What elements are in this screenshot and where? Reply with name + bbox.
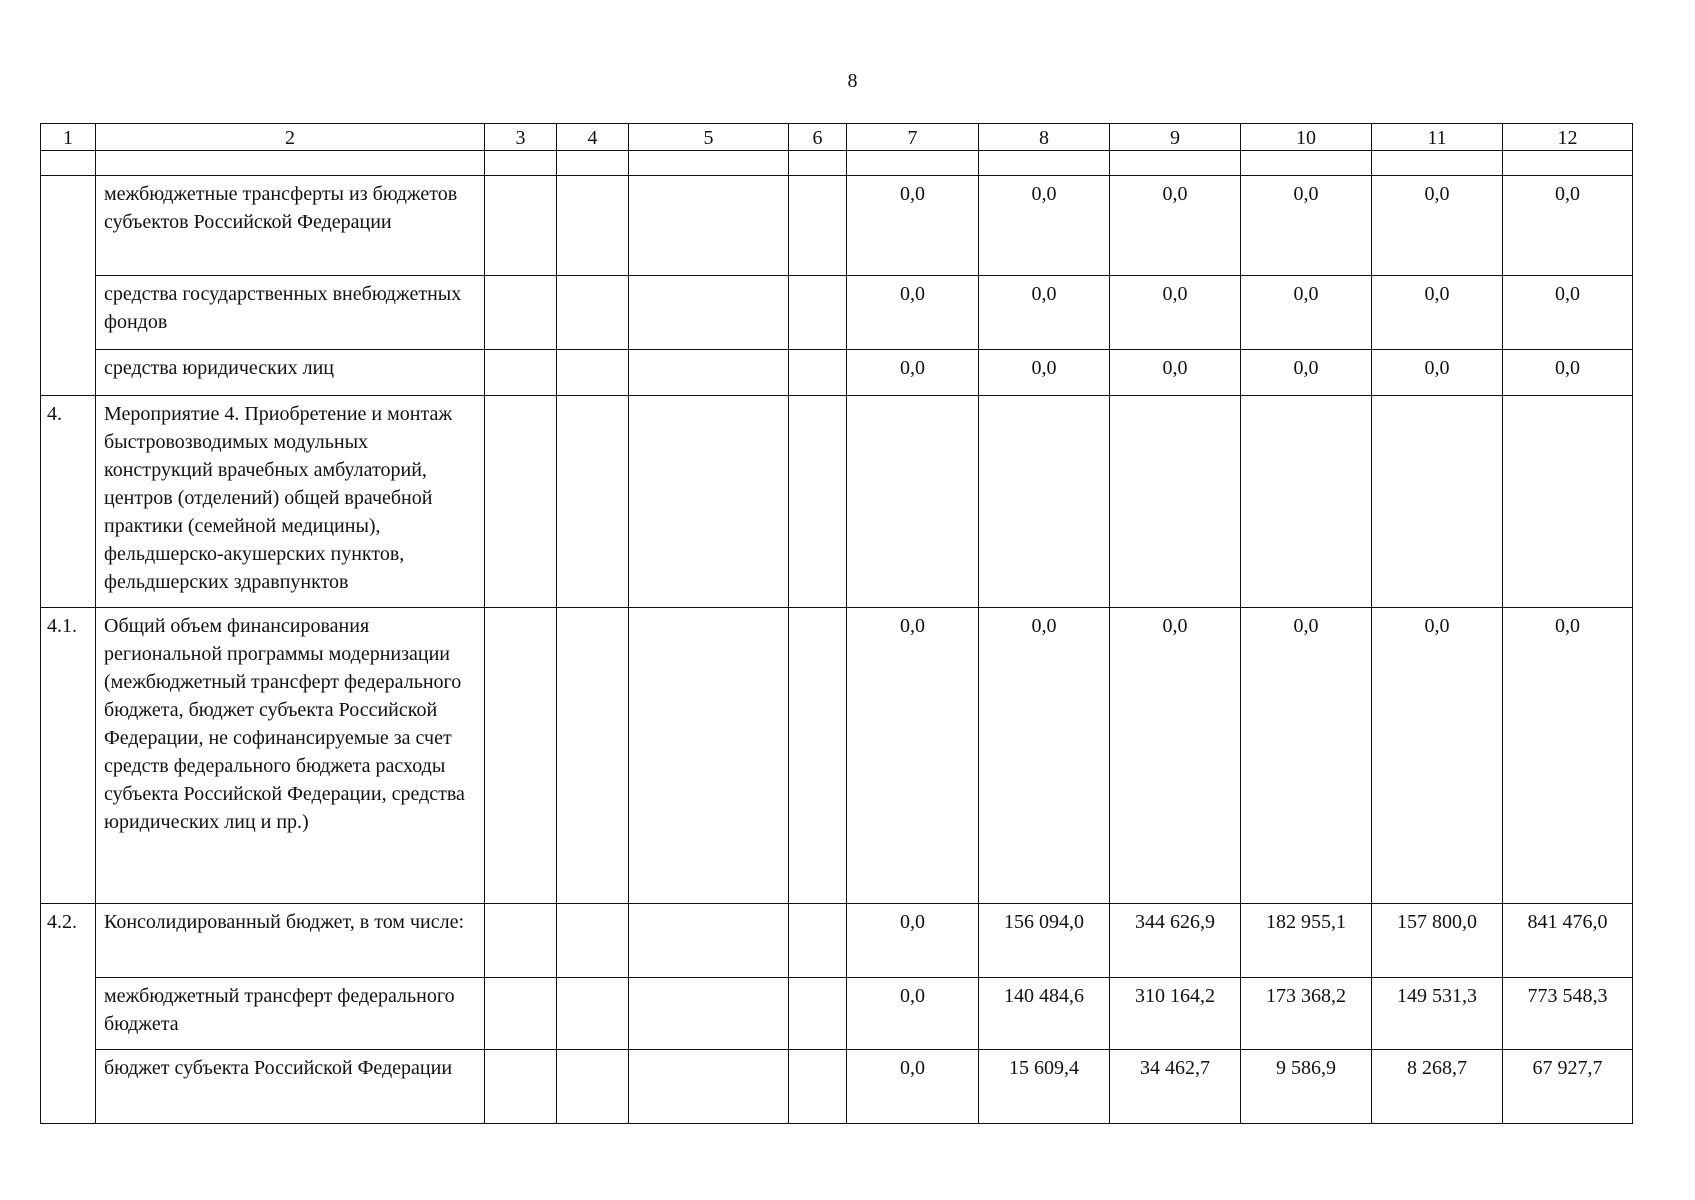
empty-cell bbox=[485, 1050, 557, 1124]
column-header: 1 bbox=[41, 124, 96, 151]
empty-cell bbox=[485, 978, 557, 1050]
row-description: средства юридических лиц bbox=[96, 350, 485, 396]
empty-cell bbox=[789, 608, 847, 904]
value-cell bbox=[979, 396, 1110, 608]
column-header: 10 bbox=[1241, 124, 1372, 151]
value-cell: 182 955,1 bbox=[1241, 904, 1372, 978]
value-cell bbox=[1372, 396, 1503, 608]
column-header: 4 bbox=[557, 124, 629, 151]
value-cell: 0,0 bbox=[1110, 608, 1241, 904]
value-cell: 15 609,4 bbox=[979, 1050, 1110, 1124]
table-row bbox=[41, 350, 1633, 396]
empty-cell bbox=[557, 608, 629, 904]
value-cell: 157 800,0 bbox=[1372, 904, 1503, 978]
empty-cell bbox=[1241, 151, 1372, 176]
budget-table bbox=[40, 123, 1633, 1124]
value-cell: 0,0 bbox=[1503, 276, 1633, 350]
empty-cell bbox=[485, 176, 557, 276]
value-cell: 0,0 bbox=[847, 978, 979, 1050]
empty-cell bbox=[557, 904, 629, 978]
empty-cell bbox=[629, 151, 789, 176]
column-header: 2 bbox=[96, 124, 485, 151]
row-description: Общий объем финансирования региональной программы модернизации (межбюджетный трансферт федерального бюджета, бюджет субъекта Российской Федерации, не софинансируемые за счет средств федерального бюджета расходы субъекта Российской Федерации, средства юридических лиц и пр.) bbox=[96, 608, 485, 904]
value-cell: 0,0 bbox=[1241, 608, 1372, 904]
value-cell: 0,0 bbox=[979, 276, 1110, 350]
value-cell bbox=[847, 396, 979, 608]
empty-cell bbox=[847, 151, 979, 176]
table-row bbox=[41, 608, 1633, 904]
empty-cell bbox=[629, 276, 789, 350]
empty-cell bbox=[789, 1050, 847, 1124]
value-cell: 0,0 bbox=[847, 904, 979, 978]
empty-cell bbox=[557, 350, 629, 396]
table-row bbox=[41, 276, 1633, 350]
row-number: 4. bbox=[41, 396, 96, 608]
empty-cell bbox=[629, 904, 789, 978]
row-number: 4.1. bbox=[41, 608, 96, 904]
value-cell: 0,0 bbox=[1372, 276, 1503, 350]
table-row bbox=[41, 1050, 1633, 1124]
empty-cell bbox=[485, 396, 557, 608]
column-header: 11 bbox=[1372, 124, 1503, 151]
row-description: Консолидированный бюджет, в том числе: bbox=[96, 904, 485, 978]
table-row bbox=[41, 176, 1633, 276]
blank-row bbox=[41, 151, 1633, 176]
table-row bbox=[41, 396, 1633, 608]
value-cell bbox=[1110, 396, 1241, 608]
empty-cell bbox=[629, 978, 789, 1050]
empty-cell bbox=[789, 978, 847, 1050]
value-cell: 0,0 bbox=[1241, 276, 1372, 350]
column-header: 6 bbox=[789, 124, 847, 151]
empty-cell bbox=[629, 396, 789, 608]
empty-cell bbox=[789, 151, 847, 176]
empty-cell bbox=[485, 276, 557, 350]
empty-cell bbox=[557, 978, 629, 1050]
value-cell: 0,0 bbox=[1372, 608, 1503, 904]
empty-cell bbox=[629, 350, 789, 396]
column-header: 3 bbox=[485, 124, 557, 151]
empty-cell bbox=[485, 151, 557, 176]
column-number-header bbox=[41, 124, 1633, 151]
value-cell: 0,0 bbox=[979, 608, 1110, 904]
empty-cell bbox=[1372, 151, 1503, 176]
value-cell: 0,0 bbox=[847, 350, 979, 396]
empty-cell bbox=[1503, 151, 1633, 176]
empty-cell bbox=[629, 176, 789, 276]
empty-cell bbox=[789, 904, 847, 978]
empty-cell bbox=[789, 276, 847, 350]
row-description: межбюджетные трансферты из бюджетов субъектов Российской Федерации bbox=[96, 176, 485, 276]
empty-cell bbox=[979, 151, 1110, 176]
value-cell: 344 626,9 bbox=[1110, 904, 1241, 978]
column-header: 9 bbox=[1110, 124, 1241, 151]
value-cell: 0,0 bbox=[1503, 350, 1633, 396]
row-description: бюджет субъекта Российской Федерации bbox=[96, 1050, 485, 1124]
empty-cell bbox=[789, 176, 847, 276]
empty-cell bbox=[485, 904, 557, 978]
value-cell: 67 927,7 bbox=[1503, 1050, 1633, 1124]
row-number: 4.2. bbox=[41, 904, 96, 1124]
row-description: Мероприятие 4. Приобретение и монтаж быстровозводимых модульных конструкций врачебных амбулаторий, центров (отделений) общей врачебной практики (семейной медицины), фельдшерско-акушерских пунктов, фельдшерских здравпунктов bbox=[96, 396, 485, 608]
value-cell: 149 531,3 bbox=[1372, 978, 1503, 1050]
page-number: 8 bbox=[847, 70, 858, 92]
value-cell: 34 462,7 bbox=[1110, 1050, 1241, 1124]
value-cell: 0,0 bbox=[1110, 276, 1241, 350]
empty-cell bbox=[557, 1050, 629, 1124]
value-cell: 0,0 bbox=[979, 176, 1110, 276]
empty-cell bbox=[1110, 151, 1241, 176]
value-cell: 0,0 bbox=[1503, 176, 1633, 276]
empty-cell bbox=[557, 396, 629, 608]
value-cell: 310 164,2 bbox=[1110, 978, 1241, 1050]
value-cell: 156 094,0 bbox=[979, 904, 1110, 978]
empty-cell bbox=[485, 350, 557, 396]
row-description: межбюджетный трансферт федерального бюджета bbox=[96, 978, 485, 1050]
column-header: 12 bbox=[1503, 124, 1633, 151]
value-cell: 0,0 bbox=[847, 276, 979, 350]
value-cell: 841 476,0 bbox=[1503, 904, 1633, 978]
value-cell: 0,0 bbox=[847, 1050, 979, 1124]
empty-cell bbox=[557, 151, 629, 176]
row-number bbox=[41, 176, 96, 396]
value-cell: 0,0 bbox=[1241, 176, 1372, 276]
row-description: средства государственных внебюджетных фондов bbox=[96, 276, 485, 350]
column-header: 5 bbox=[629, 124, 789, 151]
value-cell: 0,0 bbox=[847, 608, 979, 904]
value-cell: 0,0 bbox=[847, 176, 979, 276]
value-cell: 173 368,2 bbox=[1241, 978, 1372, 1050]
empty-cell bbox=[557, 176, 629, 276]
value-cell: 0,0 bbox=[1372, 176, 1503, 276]
empty-cell bbox=[41, 151, 96, 176]
value-cell: 773 548,3 bbox=[1503, 978, 1633, 1050]
column-header: 7 bbox=[847, 124, 979, 151]
empty-cell bbox=[629, 608, 789, 904]
value-cell: 0,0 bbox=[1110, 176, 1241, 276]
table-row bbox=[41, 978, 1633, 1050]
value-cell: 0,0 bbox=[1372, 350, 1503, 396]
empty-cell bbox=[789, 396, 847, 608]
empty-cell bbox=[789, 350, 847, 396]
empty-cell bbox=[629, 1050, 789, 1124]
value-cell: 140 484,6 bbox=[979, 978, 1110, 1050]
empty-cell bbox=[557, 276, 629, 350]
column-header: 8 bbox=[979, 124, 1110, 151]
value-cell: 0,0 bbox=[1241, 350, 1372, 396]
value-cell: 9 586,9 bbox=[1241, 1050, 1372, 1124]
value-cell bbox=[1241, 396, 1372, 608]
value-cell: 0,0 bbox=[979, 350, 1110, 396]
value-cell: 8 268,7 bbox=[1372, 1050, 1503, 1124]
value-cell: 0,0 bbox=[1503, 608, 1633, 904]
value-cell bbox=[1503, 396, 1633, 608]
empty-cell bbox=[485, 608, 557, 904]
empty-cell bbox=[96, 151, 485, 176]
value-cell: 0,0 bbox=[1110, 350, 1241, 396]
table-row bbox=[41, 904, 1633, 978]
